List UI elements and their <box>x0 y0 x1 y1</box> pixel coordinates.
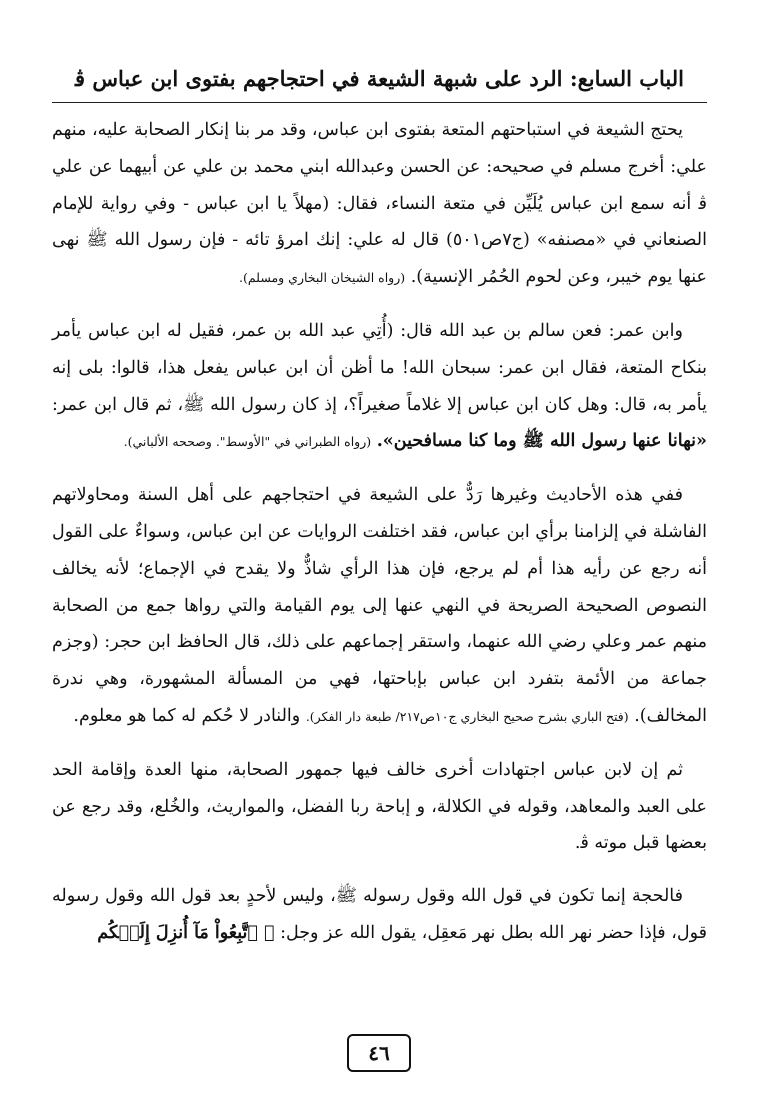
chapter-title: الباب السابع: الرد على شبهة الشيعة في احتجاجهم بفتوى ابن عباس ﭬ <box>75 66 684 91</box>
paragraph-text: فالحجة إنما تكون في قول الله وقول رسوله ﷺ، وليس لأحدٍ بعد قول الله وقول رسوله قول، فإذا حضر نهر الله بطل نهر مَعقِل، يقول الله عز وجل: <box>52 886 707 943</box>
citation: (فتح الباري بشرح صحيح البخاري ج١٠ص٢١٧/ طبعة دار الفكر). <box>305 708 629 724</box>
paragraph-text: ففي هذه الأحاديث وغيرها رَدٌّ على الشيعة في احتجاجهم على أهل السنة ومحاولاتهم الفاشلة في إلزامنا برأي ابن عباس، فقد اختلفت الروايات عن ابن عباس، وسواءٌ على القول أنه رجع عن رأيه هذا أم لم يرجع، فإن هذا الرأي شاذٌّ ولا يقدح في الإجماع؛ لأنه يخالف النصوص الصحيحة الصريحة في النهي عنها إلى يوم القيامة والتي رواها جمع من الصحابة منهم عمر وعلي رضي الله عنهما، واستقر إجماعهم على ذلك، قال الحافظ ابن حجر: (وجزم جماعة من الأئمة بتفرد ابن عباس بإباحتها، فهي من المسألة المشهورة، وهي ندرة المخالف). <box>52 485 707 726</box>
page-body <box>52 112 707 968</box>
paragraph-text: وابن عمر: فعن سالم بن عبد الله قال: (أُتِي عبد الله بن عمر، فقيل له ابن عباس يأمر بنكاح المتعة، فقال ابن عمر: سبحان الله! ما أظن أن ابن عباس يفعل هذا، قالوا: بلى إنه يأمر به، قال: وهل كان ابن عباس إلا غلاماً صغيراً؟، إذ كان رسول الله ﷺ، ثم قال ابن عمر: <box>52 320 707 415</box>
hadith-quote: «نهانا عنها رسول الله ﷺ وما كنا مسافحين». <box>376 431 707 452</box>
quran-verse: ﴿ ٱتَّبِعُواْ مَآ أُنزِلَ إِلَيۡكُم <box>97 922 275 943</box>
paragraph-tail: والنادر لا حُكم له كما هو معلوم. <box>73 705 301 726</box>
paragraph-5 <box>52 878 707 952</box>
paragraph-2 <box>52 313 707 461</box>
paragraph-4 <box>52 752 707 862</box>
paragraph-1 <box>52 112 707 297</box>
paragraph-3 <box>52 477 707 736</box>
title-divider <box>52 102 707 103</box>
page-number: ٤٦ <box>347 1034 411 1072</box>
paragraph-text: ثم إن لابن عباس اجتهادات أخرى خالف فيها جمهور الصحابة، منها العدة وإقامة الحد على العبد والمعاهد، وقوله في الكلالة، و إباحة ربا الفضل، والمواريث، والخُلع، وقد رجع عن بعضها قبل موته ﭬ. <box>52 759 707 854</box>
paragraph-text: يحتج الشيعة في استباحتهم المتعة بفتوى ابن عباس، وقد مر بنا إنكار الصحابة عليه، منهم علي: أخرج مسلم في صحيحه: عن الحسن وعبدالله ابني محمد بن علي عن أبيهما عن علي ﭬ أنه سمع ابن عباس يُلَيِّن في متعة النساء، فقال: (مهلاً يا ابن عباس - وفي رواية للإمام الصنعاني في «مصنفه» (ج٧ص٥٠١) قال له علي: إنك امرؤ تائه - فإن رسول الله ﷺ نهى عنها يوم خيبر، وعن لحوم الحُمُر الإنسية). <box>52 120 707 288</box>
citation: (رواه الشيخان البخاري ومسلم). <box>239 270 406 286</box>
citation: (رواه الطبراني في "الأوسط". وصححه الألباني). <box>123 434 372 450</box>
